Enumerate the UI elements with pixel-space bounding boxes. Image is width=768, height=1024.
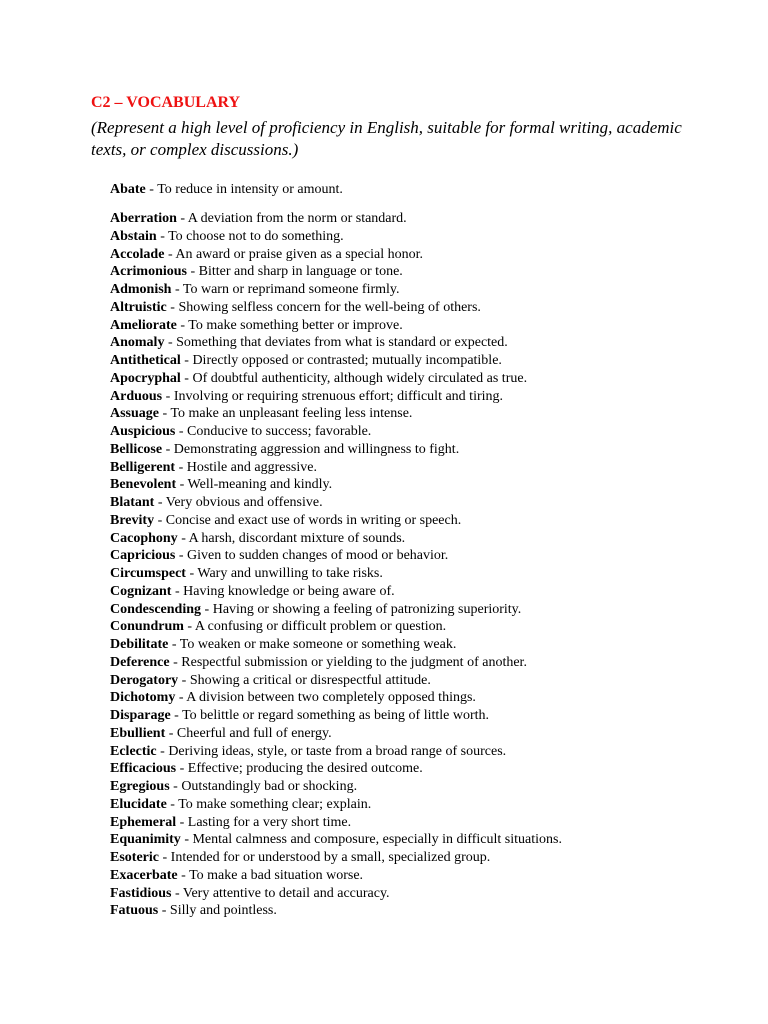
vocabulary-term: Acrimonious: [110, 264, 187, 280]
vocabulary-entry: [110, 352, 562, 370]
entry-separator: -: [159, 406, 171, 422]
entry-separator: -: [180, 832, 193, 848]
vocabulary-entry: [110, 441, 562, 459]
vocabulary-definition: To weaken or make someone or something weak.: [179, 637, 457, 652]
vocabulary-entry: [110, 760, 562, 778]
page-subtitle: (Represent a high level of proficiency in English, suitable for formal writing, academic texts, or complex discussions.): [91, 118, 682, 159]
vocabulary-term: Egregious: [110, 779, 170, 794]
vocabulary-definition: To warn or reprimand someone firmly.: [182, 282, 400, 297]
vocabulary-definition: A division between two completely opposed things.: [186, 690, 476, 706]
entry-separator: -: [180, 370, 193, 386]
vocabulary-term: Ebullient: [110, 725, 166, 741]
entry-separator: -: [162, 388, 174, 404]
vocabulary-term: Arduous: [110, 388, 163, 404]
entry-separator: -: [166, 796, 179, 812]
vocabulary-entry: [110, 459, 562, 477]
entry-separator: -: [175, 424, 188, 439]
vocabulary-definition: Lasting for a very short time.: [187, 814, 352, 830]
entry-separator: -: [169, 654, 182, 670]
vocabulary-entry: [110, 405, 562, 423]
entry-separator: -: [165, 725, 177, 741]
entry-separator: -: [166, 299, 179, 315]
vocabulary-entry: [110, 672, 562, 690]
vocabulary-definition: Mental calmness and composure, especially in difficult situations.: [192, 832, 562, 848]
entry-separator: -: [171, 885, 183, 901]
vocabulary-definition: Very obvious and offensive.: [165, 495, 323, 510]
vocabulary-entry: [110, 636, 562, 654]
vocabulary-entry: [110, 281, 562, 299]
vocabulary-term: Debilitate: [110, 637, 169, 652]
vocabulary-entry: [110, 299, 562, 317]
vocabulary-entry: [110, 246, 562, 264]
vocabulary-list: [110, 210, 562, 920]
vocabulary-term: Antithetical: [110, 353, 181, 368]
vocabulary-definition: Given to sudden changes of mood or behavior.: [187, 548, 449, 564]
vocabulary-definition: Silly and pointless.: [169, 903, 277, 919]
vocabulary-entry: [110, 388, 562, 406]
vocabulary-definition: A confusing or difficult problem or question.: [194, 619, 447, 635]
vocabulary-definition: Respectful submission or yielding to the judgment of another.: [181, 654, 527, 670]
vocabulary-entry: [110, 654, 562, 672]
entry-separator: -: [176, 761, 188, 777]
vocabulary-definition: A deviation from the norm or standard.: [187, 211, 407, 226]
vocabulary-term: Equanimity: [110, 832, 181, 848]
vocabulary-entry: [110, 370, 562, 388]
entry-separator: -: [175, 459, 187, 475]
vocabulary-entry: [110, 565, 562, 583]
vocabulary-definition: Intended for or understood by a small, specialized group.: [170, 850, 491, 865]
vocabulary-entry: [110, 228, 562, 246]
vocabulary-term: Disparage: [110, 708, 171, 723]
vocabulary-term: Exacerbate: [110, 867, 178, 883]
entry-separator: -: [175, 548, 188, 564]
vocabulary-entry: [110, 423, 562, 441]
vocabulary-entry: [110, 831, 562, 849]
entry-separator: -: [169, 779, 182, 794]
vocabulary-term: Brevity: [110, 512, 155, 528]
entry-separator: -: [164, 335, 177, 351]
vocabulary-definition: Conducive to success; favorable.: [187, 424, 372, 439]
vocabulary-term: Fatuous: [110, 903, 159, 919]
vocabulary-definition: Having knowledge or being aware of.: [183, 583, 395, 599]
vocabulary-entry: [110, 512, 562, 530]
vocabulary-entry: [110, 689, 562, 707]
entry-separator: -: [177, 867, 190, 883]
entry-separator: -: [145, 182, 158, 197]
vocabulary-entry: [110, 618, 562, 636]
vocabulary-entry: [110, 902, 562, 920]
entry-separator: -: [180, 353, 193, 368]
vocabulary-term: Derogatory: [110, 672, 179, 688]
entry-separator: -: [154, 495, 166, 510]
vocabulary-entry: [110, 796, 562, 814]
vocabulary-entry: [110, 849, 562, 867]
vocabulary-definition: To belittle or regard something as being of little worth.: [182, 708, 490, 723]
entry-separator: -: [162, 441, 174, 457]
entry-separator: -: [175, 690, 187, 706]
entry-separator: -: [185, 566, 198, 581]
vocabulary-definition: Directly opposed or contrasted; mutually incompatible.: [192, 353, 502, 368]
entry-separator: -: [164, 246, 176, 262]
vocabulary-entry: [110, 583, 562, 601]
vocabulary-entry: [110, 494, 562, 512]
vocabulary-term: Eclectic: [110, 743, 157, 759]
vocabulary-term: Assuage: [110, 406, 160, 422]
vocabulary-definition: To make something better or improve.: [188, 317, 403, 333]
vocabulary-entry: [110, 778, 562, 796]
vocabulary-entry: [110, 814, 562, 832]
vocabulary-definition: Outstandingly bad or shocking.: [181, 779, 358, 794]
vocabulary-entry: [110, 476, 562, 494]
vocabulary-term: Fastidious: [110, 885, 172, 901]
vocabulary-definition: To make something clear; explain.: [178, 796, 372, 812]
entry-separator: -: [156, 743, 169, 759]
vocabulary-entry: [110, 867, 562, 885]
vocabulary-entry: [110, 601, 562, 619]
vocabulary-term: Circumspect: [110, 566, 186, 581]
vocabulary-term: Accolade: [110, 246, 165, 262]
entry-separator: -: [168, 637, 180, 652]
vocabulary-definition: Concise and exact use of words in writing or speech.: [165, 512, 462, 528]
entry-separator: -: [154, 512, 166, 528]
vocabulary-term: Admonish: [110, 282, 172, 297]
vocabulary-term: Cacophony: [110, 530, 178, 546]
vocabulary-definition: Bitter and sharp in language or tone.: [198, 264, 403, 280]
vocabulary-term: Apocryphal: [110, 370, 181, 386]
vocabulary-entry: [110, 547, 562, 565]
vocabulary-definition: Hostile and aggressive.: [186, 459, 317, 475]
vocabulary-definition: To make an unpleasant feeling less intense.: [170, 406, 413, 422]
vocabulary-term: Efficacious: [110, 761, 177, 777]
vocabulary-definition: Involving or requiring strenuous effort; difficult and tiring.: [173, 388, 504, 404]
vocabulary-entry: [110, 263, 562, 281]
vocabulary-definition: Of doubtful authenticity, although widely circulated as true.: [192, 370, 528, 386]
vocabulary-term: Benevolent: [110, 477, 177, 493]
vocabulary-entry: [110, 530, 562, 548]
entry-separator: -: [178, 672, 190, 688]
page-title: C2 – VOCABULARY: [91, 94, 241, 111]
entry-separator: -: [170, 708, 183, 723]
vocabulary-term: Deference: [110, 654, 170, 670]
vocabulary-definition: An award or praise given as a special honor.: [175, 246, 423, 262]
vocabulary-definition: Something that deviates from what is standard or expected.: [176, 335, 508, 351]
vocabulary-term: Bellicose: [110, 441, 163, 457]
vocabulary-term: Aberration: [110, 211, 177, 226]
entry-separator: -: [176, 211, 188, 226]
vocabulary-term: Capricious: [110, 548, 176, 564]
entry-separator: -: [177, 530, 189, 546]
vocabulary-term: Abate: [110, 182, 146, 197]
vocabulary-definition: Demonstrating aggression and willingness to fight.: [173, 441, 460, 457]
vocabulary-entry: [110, 885, 562, 903]
vocabulary-term: Auspicious: [110, 424, 176, 439]
vocabulary-term: Ameliorate: [110, 317, 177, 333]
vocabulary-entry: [110, 334, 562, 352]
vocabulary-definition: Deriving ideas, style, or taste from a broad range of sources.: [168, 743, 507, 759]
vocabulary-entry: [110, 317, 562, 335]
entry-separator: -: [187, 264, 199, 280]
entry-separator: -: [201, 601, 213, 617]
vocabulary-entry: [110, 707, 562, 725]
vocabulary-definition: To make a bad situation worse.: [189, 867, 364, 883]
vocabulary-definition: Cheerful and full of energy.: [176, 725, 332, 741]
vocabulary-definition: Very attentive to detail and accuracy.: [182, 885, 390, 901]
vocabulary-term: Elucidate: [110, 796, 167, 812]
vocabulary-definition: Showing a critical or disrespectful attitude.: [189, 672, 431, 688]
vocabulary-entry: [110, 181, 343, 199]
vocabulary-definition: A harsh, discordant mixture of sounds.: [188, 530, 406, 546]
entry-separator: -: [158, 903, 170, 919]
entry-separator: -: [176, 814, 188, 830]
vocabulary-term: Abstain: [110, 228, 157, 244]
vocabulary-term: Esoteric: [110, 850, 159, 865]
entry-separator: -: [176, 317, 189, 333]
vocabulary-definition: Effective; producing the desired outcome.: [187, 761, 423, 777]
vocabulary-definition: Well-meaning and kindly.: [187, 477, 333, 493]
vocabulary-term: Conundrum: [110, 619, 184, 635]
vocabulary-entry: [110, 210, 562, 228]
vocabulary-entry: [110, 743, 562, 761]
entry-separator: -: [176, 477, 188, 493]
vocabulary-definition: Wary and unwilling to take risks.: [197, 566, 383, 581]
vocabulary-term: Ephemeral: [110, 814, 177, 830]
vocabulary-term: Cognizant: [110, 583, 172, 599]
vocabulary-definition: Having or showing a feeling of patronizing superiority.: [212, 601, 522, 617]
vocabulary-entry: [110, 725, 562, 743]
entry-separator: -: [158, 850, 171, 865]
vocabulary-definition: To reduce in intensity or amount.: [157, 182, 343, 197]
vocabulary-term: Condescending: [110, 601, 202, 617]
entry-separator: -: [183, 619, 195, 635]
entry-separator: -: [156, 228, 169, 244]
entry-separator: -: [171, 282, 183, 297]
vocabulary-term: Dichotomy: [110, 690, 176, 706]
vocabulary-term: Belligerent: [110, 459, 176, 475]
vocabulary-definition: To choose not to do something.: [168, 228, 344, 244]
vocabulary-term: Blatant: [110, 495, 155, 510]
vocabulary-term: Anomaly: [110, 335, 165, 351]
vocabulary-term: Altruistic: [110, 299, 167, 315]
entry-separator: -: [171, 583, 184, 599]
vocabulary-definition: Showing selfless concern for the well-being of others.: [178, 299, 481, 315]
